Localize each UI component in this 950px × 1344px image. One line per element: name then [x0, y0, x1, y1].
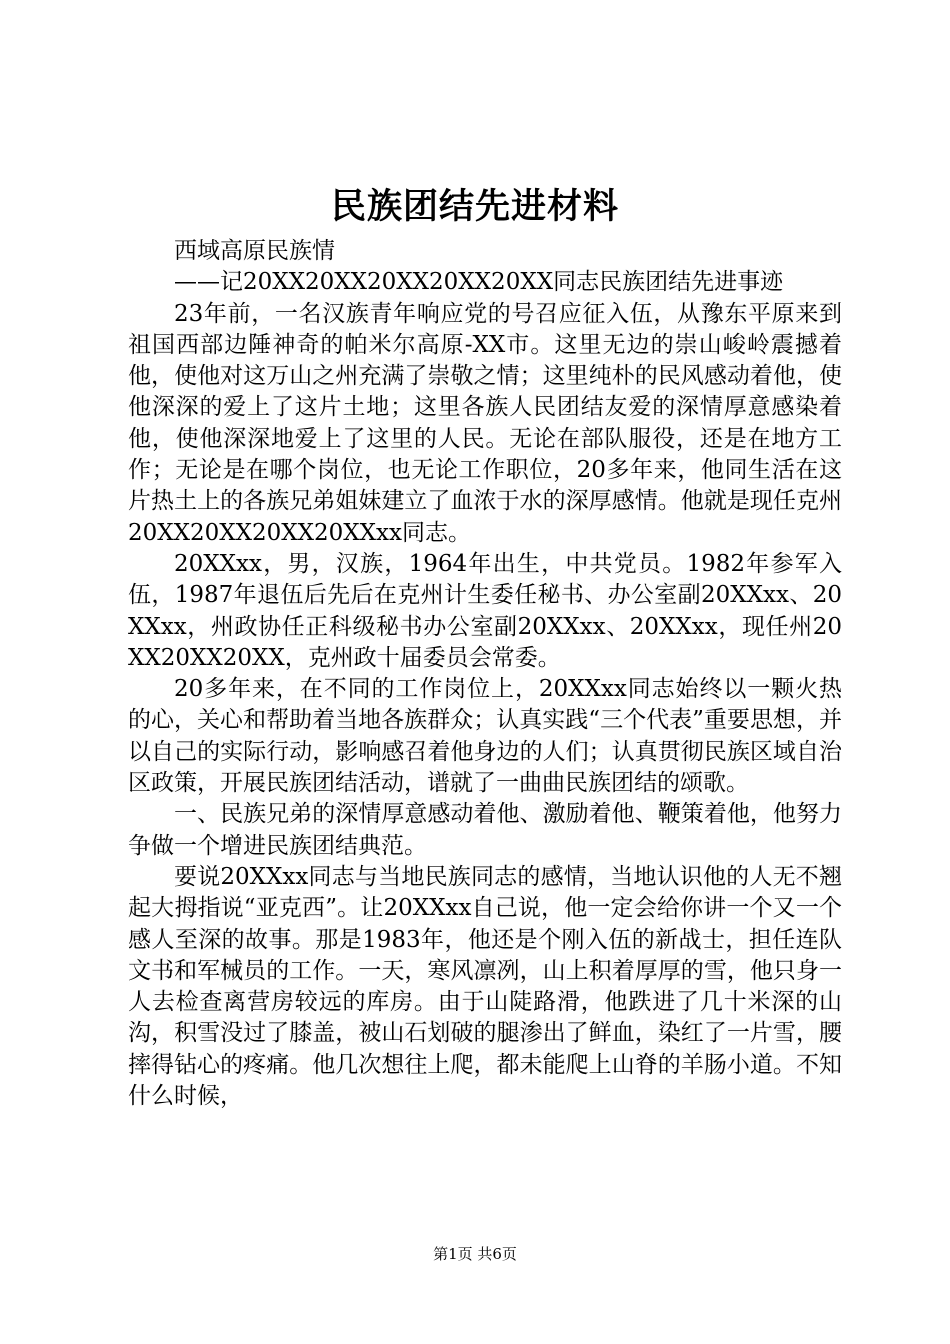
section-heading: 一、民族兄弟的深情厚意感动着他、激励着他、鞭策着他，他努力争做一个增进民族团结典范。	[128, 801, 842, 859]
paragraph: 20XXxx，男，汉族，1964年出生，中共党员。1982年参军入伍，1987年退伍后先后在克州计生委任秘书、办公室副20XXxx、20XXxx，州政协任正科级秘书办公室副20XXxx、20XXxx，现任州20XX20XX20XX，克州政十届委员会常委。	[128, 550, 842, 671]
document-title: 民族团结先进材料	[330, 186, 619, 227]
paragraph: 23年前，一名汉族青年响应党的号召应征入伍，从豫东平原来到祖国西部边陲神奇的帕米尔高原-XX市。这里无边的崇山峻岭震撼着他，使他对这万山之州充满了崇敬之情；这里纯朴的民风感动着他，使他深深的爱上了这片土地；这里各族人民团结友爱的深情厚意感染着他，使他深深地爱上了这里的人民。无论在部队服役，还是在地方工作；无论是在哪个岗位，也无论工作职位，20多年来，他同生活在这片热土上的各族兄弟姐妹建立了血浓于水的深厚感情。他就是现任克州20XX20XX20XX20XXxx同志。	[128, 300, 842, 546]
document-body	[128, 236, 842, 1112]
page-number-footer: 第1页 共6页	[433, 1245, 517, 1263]
paragraph: 要说20XXxx同志与当地民族同志的感情，当地认识他的人无不翘起大拇指说“亚克西”。让20XXxx自己说，他一定会给你讲一个又一个感人至深的故事。那是1983年，他还是个刚入伍的新战士，担任连队文书和军械员的工作。一天，寒风凛冽，山上积着厚厚的雪，他只身一人去检查离营房较远的库房。由于山陡路滑，他跌进了几十米深的山沟，积雪没过了膝盖，被山石划破的腿渗出了鲜血，染红了一片雪，腰摔得钻心的疼痛。他几次想往上爬，都未能爬上山脊的羊肠小道。不知什么时候，	[128, 863, 842, 1110]
subtitle-dedication: ——记20XX20XX20XX20XX20XX同志民族团结先进事迹	[174, 269, 784, 296]
subtitle: 西域高原民族情	[174, 238, 335, 264]
paragraph: 20多年来，在不同的工作岗位上，20XXxx同志始终以一颗火热的心，关心和帮助着当地各族群众；认真实践“三个代表”重要思想，并以自己的实际行动，影响感召着他身边的人们；认真贯彻民族区域自治区政策，开展民族团结活动，谱就了一曲曲民族团结的颂歌。	[128, 676, 842, 797]
